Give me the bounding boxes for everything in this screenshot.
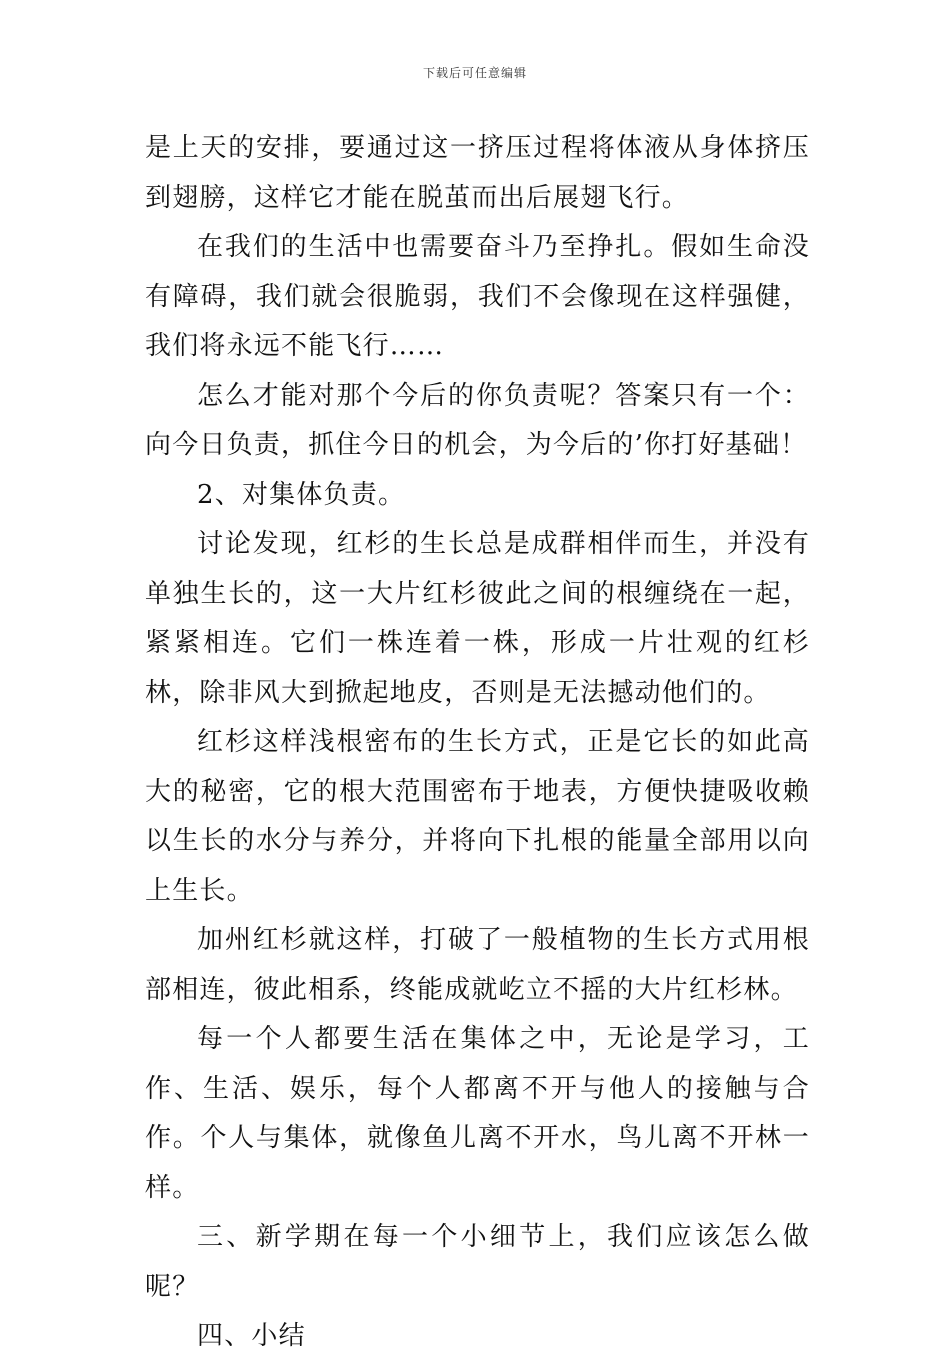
paragraph-6: 红杉这样浅根密布的生长方式，正是它长的如此高大的秘密，它的根大范围密布于地表，方便快捷吸收赖以生长的水分与养分，并将向下扎根的能量全部用以向上生长。 [145, 727, 810, 906]
page-header-note: 下载后可任意编辑 [422, 66, 527, 80]
paragraph-2: 在我们的生活中也需要奋斗乃至挣扎。假如生命没有障碍，我们就会很脆弱，我们不会像现在这样强健，我们将永远不能飞行…… [145, 232, 810, 361]
paragraph-3: 怎么才能对那个今后的你负责呢？答案只有一个：向今日负责，抓住今日的机会，为今后的’你打好基础！ [145, 380, 810, 460]
paragraph-5: 讨论发现，红杉的生长总是成群相伴而生，并没有单独生长的，这一大片红杉彼此之间的根缠绕在一起，紧紧相连。它们一株连着一株，形成一片壮观的红杉林，除非风大到掀起地皮，否则是无法撼动他们的。 [145, 529, 810, 708]
paragraph-7: 加州红杉就这样，打破了一般植物的生长方式用根部相连，彼此相系，终能成就屹立不摇的大片红杉林。 [145, 925, 810, 1005]
paragraph-1: 是上天的安排，要通过这一挤压过程将体液从身体挤压到翅膀，这样它才能在脱茧而出后展翅飞行。 [145, 133, 810, 213]
section-heading-four: 四、小结 [197, 1321, 306, 1351]
document-body [145, 124, 810, 1362]
paragraph-8: 每一个人都要生活在集体之中，无论是学习，工作、生活、娱乐，每个人都离不开与他人的接触与合作。个人与集体，就像鱼儿离不开水，鸟儿离不开林一样。 [145, 1024, 810, 1203]
section-heading-three: 三、新学期在每一个小细节上，我们应该怎么做呢？ [145, 1222, 810, 1302]
section-heading-collective: 2、对集体负责。 [197, 479, 406, 510]
